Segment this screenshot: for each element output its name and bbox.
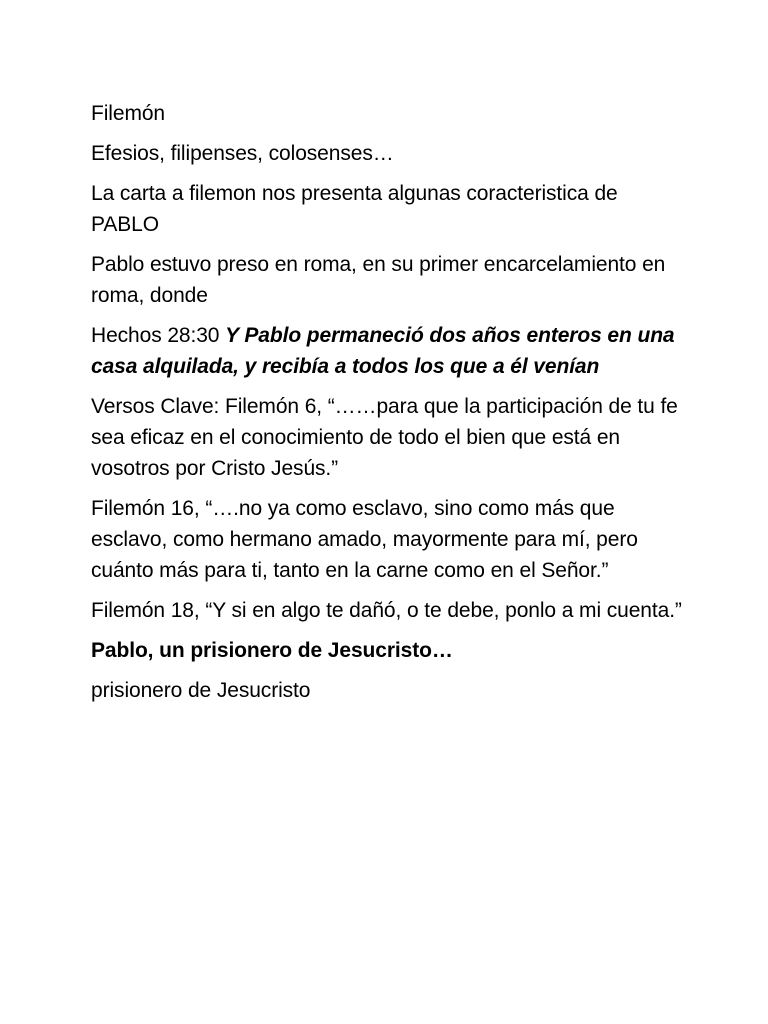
paragraph-books: Efesios, filipenses, colosenses… [91,142,394,165]
paragraph-imprisonment: Pablo estuvo preso en roma, en su primer encarcelamiento en roma, donde [91,253,666,307]
paragraph-verse-18: Filemón 18, “Y si en algo te dañó, o te debe, ponlo a mi cuenta.” [91,599,682,622]
paragraph-verse-16: Filemón 16, “….no ya como esclavo, sino como más que esclavo, como hermano amado, mayormente para mí, pero cuánto más para ti, tanto en la carne como en el Señor.” [91,497,638,582]
section-heading-prisoner: Pablo, un prisionero de Jesucristo… [91,639,453,662]
document-title: Filemón [91,102,165,125]
acts-quote-emphasis: Y Pablo permaneció dos años enteros en una casa alquilada, y recibía a todos los que a él venían [91,324,675,378]
acts-reference-prefix: Hechos 28:30 [91,324,226,347]
paragraph-prisoner: prisionero de Jesucristo [91,679,311,702]
paragraph-acts-reference [91,320,688,382]
paragraph-characteristics: La carta a filemon nos presenta algunas coracteristica de PABLO [91,182,618,236]
paragraph-key-verse-6: Versos Clave: Filemón 6, “……para que la participación de tu fe sea eficaz en el conocimiento de todo el bien que está en vosotros por Cristo Jesús.” [91,395,678,480]
